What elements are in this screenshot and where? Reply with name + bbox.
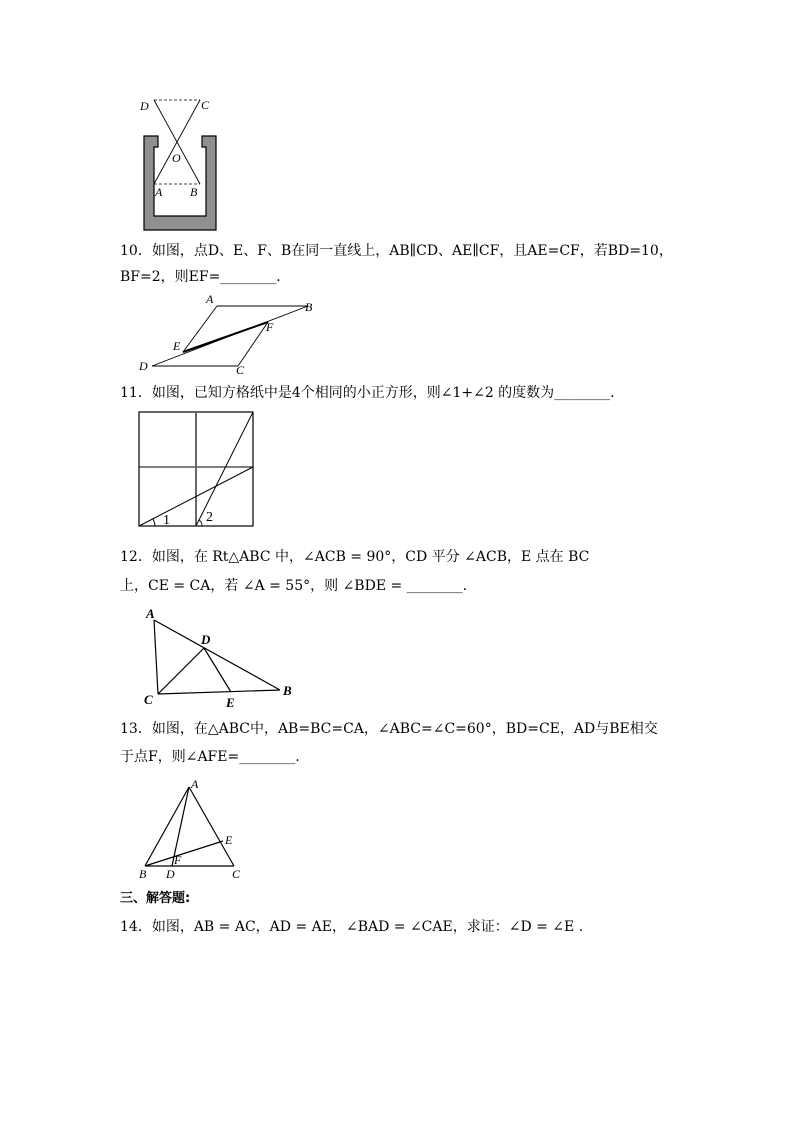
label-F: F	[174, 853, 182, 867]
label-E: E	[173, 339, 181, 353]
figure-q9	[130, 92, 230, 237]
question-10-line1: 10．如图，点D、E、F、B在同一直线上，AB∥CD、AE∥CF，且AE=CF，若BD=10，	[120, 243, 673, 259]
label-A: A	[206, 292, 214, 306]
label-angle-2: 2	[206, 510, 213, 525]
label-C: C	[201, 98, 210, 112]
figure-q11	[135, 408, 259, 532]
label-D: D	[140, 99, 149, 113]
section-3-title: 三、解答题:	[120, 891, 191, 906]
label-C: C	[236, 363, 245, 377]
label-B: B	[283, 683, 292, 698]
question-12-line1: 12．如图，在 Rt△ABC 中，∠ACB = 90°，CD 平分 ∠ACB，E 点在 BC	[120, 549, 590, 565]
question-14-line1: 14．如图，AB = AC，AD = AE，∠BAD = ∠CAE，求证：∠D = ∠E .	[120, 919, 584, 935]
label-B: B	[190, 185, 198, 199]
label-A: A	[191, 777, 199, 791]
label-A: A	[146, 606, 155, 621]
label-O: O	[172, 151, 181, 165]
label-B: B	[139, 867, 147, 881]
figure-q13	[135, 774, 250, 884]
label-E: E	[225, 833, 233, 847]
label-E: E	[226, 695, 235, 710]
label-D: D	[201, 632, 211, 647]
label-B: B	[305, 300, 313, 314]
question-13-line2: 于点F，则∠AFE=________.	[120, 749, 300, 765]
question-11-line1: 11．如图，已知方格纸中是4个相同的小正方形，则∠1+∠2 的度数为________.	[120, 385, 615, 401]
label-F: F	[266, 320, 274, 334]
question-10-line2: BF=2，则EF=________.	[120, 269, 281, 285]
label-D: D	[139, 359, 148, 373]
label-C: C	[232, 867, 241, 881]
figure-q12	[140, 602, 300, 712]
label-D: D	[166, 867, 175, 881]
question-13-line1: 13．如图，在△ABC中，AB=BC=CA，∠ABC=∠C=60°，BD=CE，AD与BE相交	[120, 721, 658, 737]
label-angle-1: 1	[163, 513, 170, 528]
figure-q10	[135, 292, 325, 378]
question-12-line2: 上，CE = CA，若 ∠A = 55°，则 ∠BDE = ________.	[120, 578, 468, 594]
label-A: A	[155, 185, 163, 199]
label-C: C	[144, 692, 153, 707]
